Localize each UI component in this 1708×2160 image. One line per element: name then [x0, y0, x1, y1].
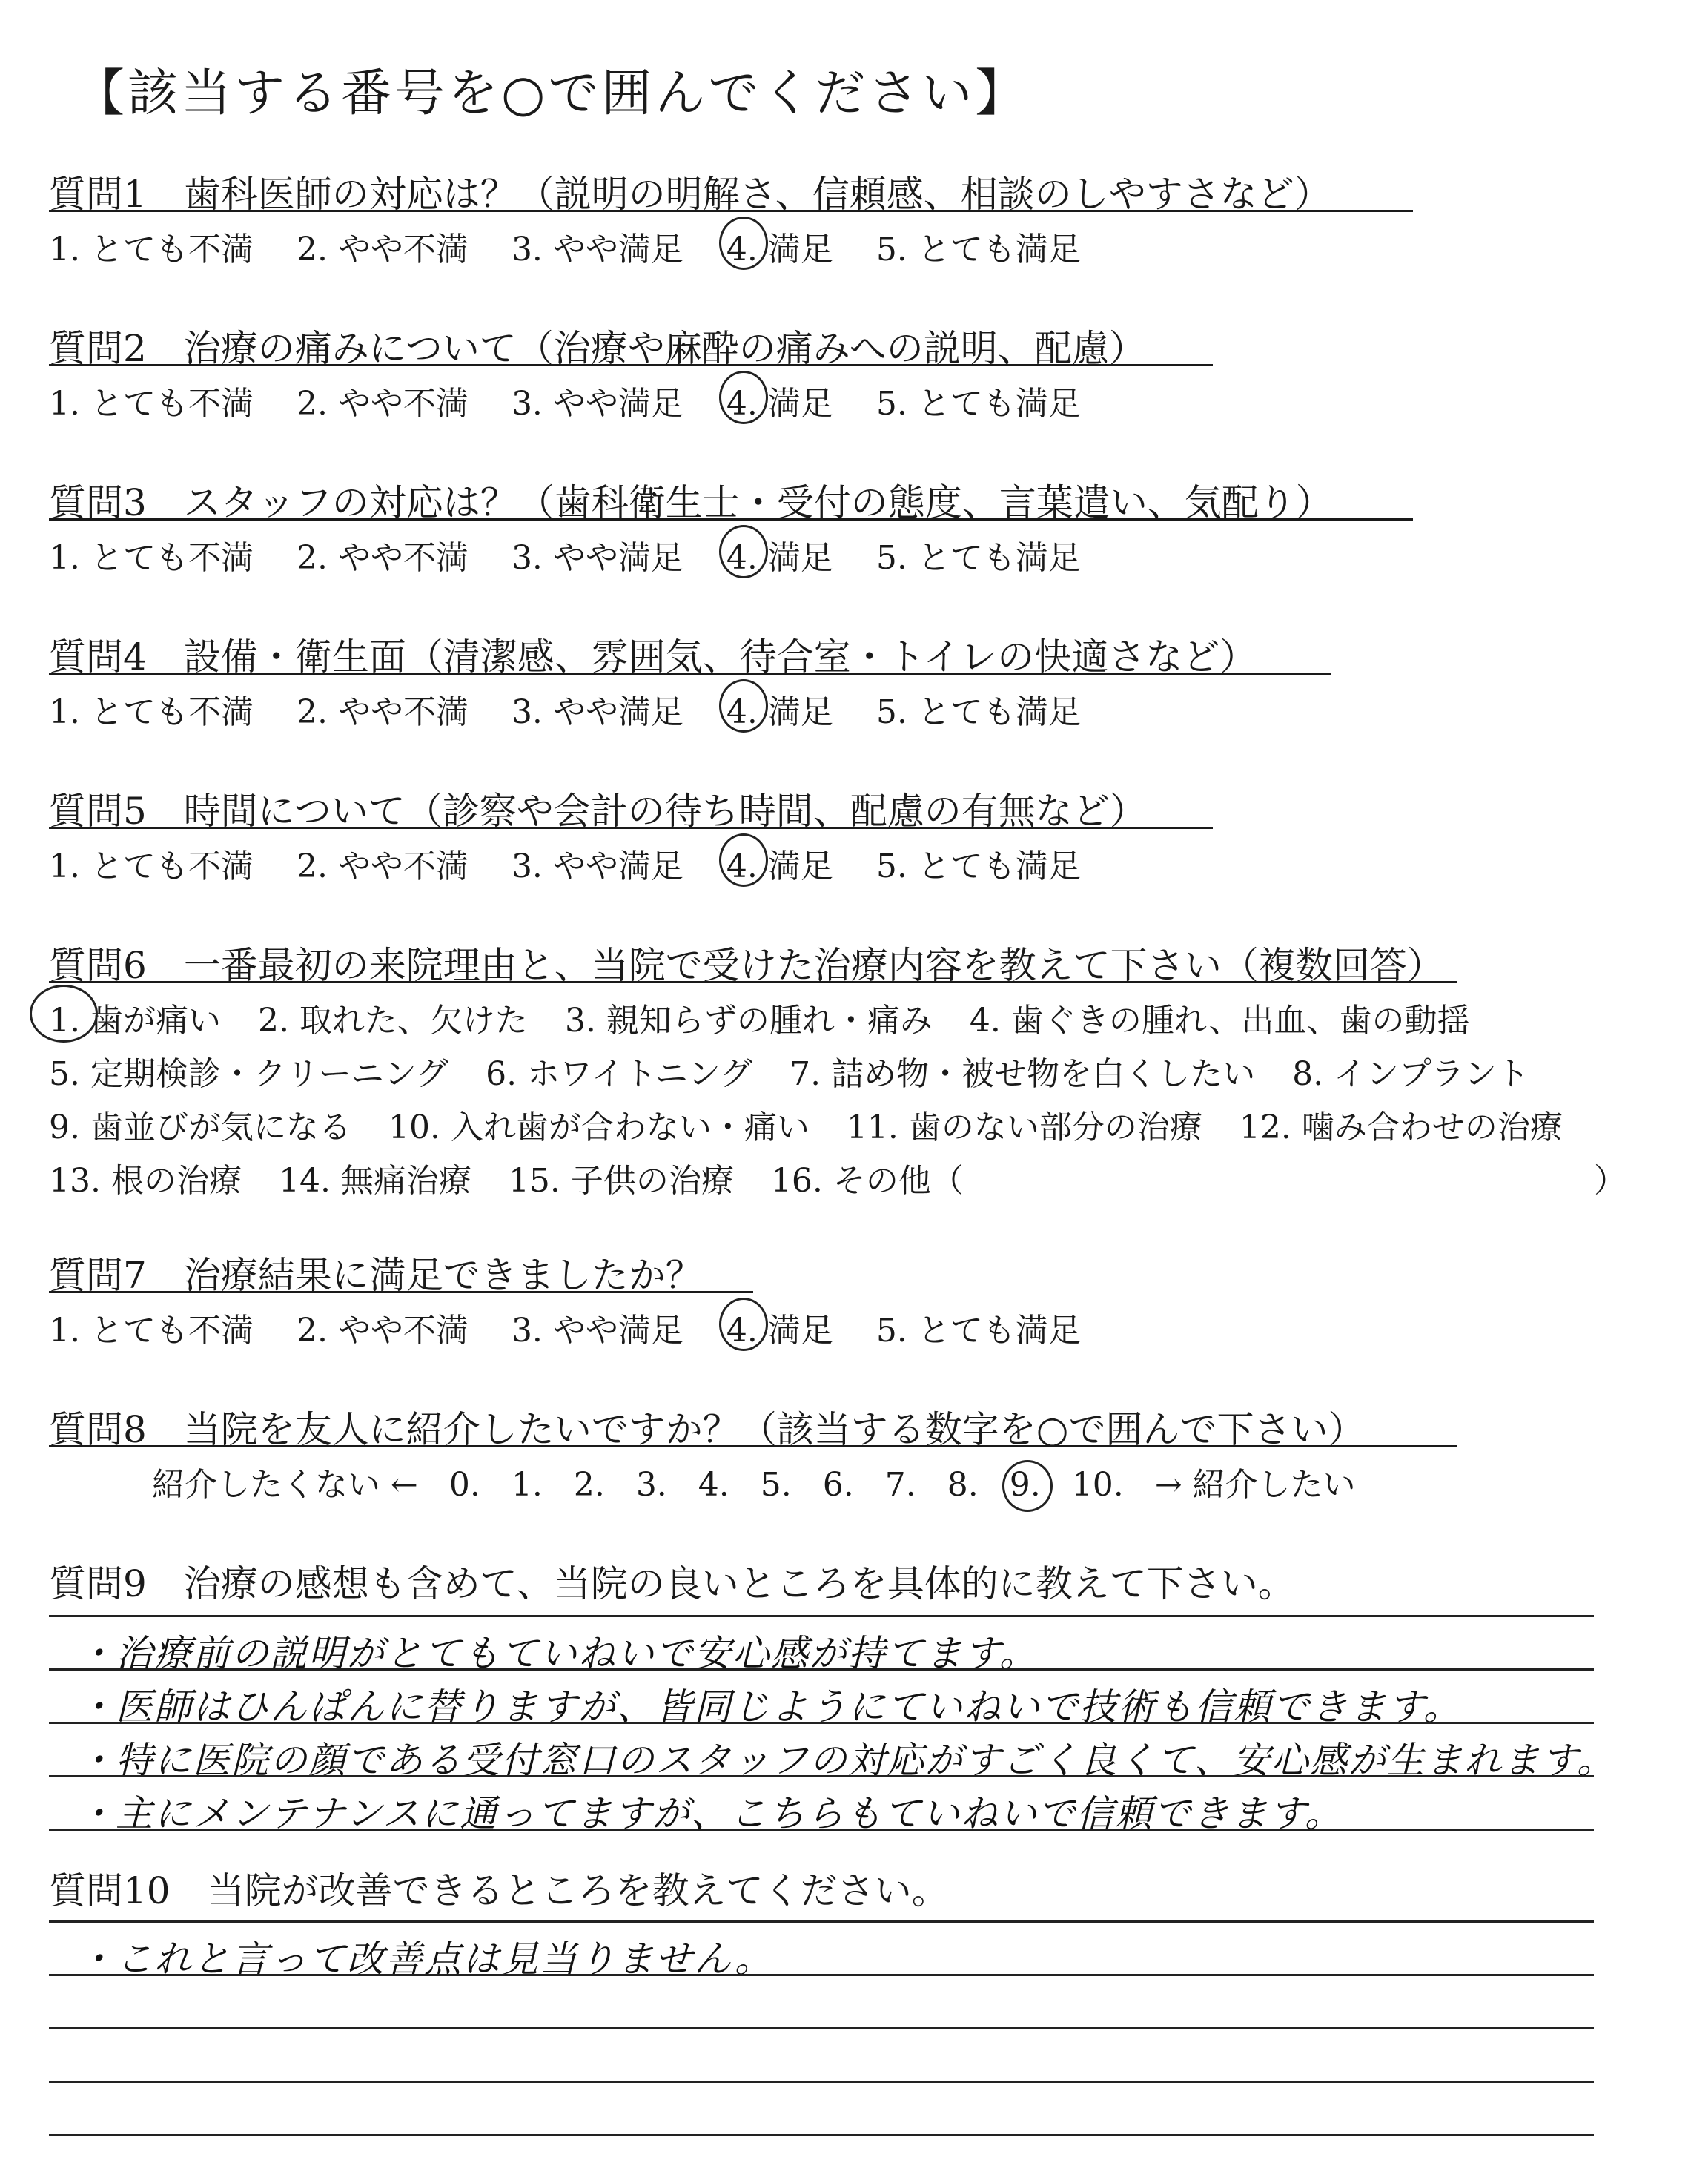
- q7-option-1[interactable]: 1. とても不満: [49, 1312, 254, 1350]
- question-8: 質問8 当院を友人に紹介したいですか？（該当する数字を○で囲んで下さい）: [49, 1408, 1366, 1451]
- question-4: 質問4 設備・衛生面（清潔感、雰囲気、待合室・トイレの快適さなど）: [49, 635, 1257, 678]
- question-3-options: [49, 531, 1124, 578]
- q6-option-14[interactable]: 14. 無痛治療: [278, 1162, 471, 1200]
- nps-4[interactable]: 4.: [698, 1466, 729, 1504]
- q5-option-2[interactable]: 2. やや不満: [296, 848, 469, 885]
- question-2: 質問2 治療の痛みについて（治療や麻酔の痛みへの説明、配慮）: [49, 327, 1146, 370]
- question-9: 質問9 治療の感想も含めて、当院の良いところを具体的に教えて下さい。: [49, 1562, 1295, 1605]
- q6-option-10[interactable]: 10. 入れ歯が合わない・痛い: [388, 1109, 810, 1146]
- nps-7[interactable]: 7.: [884, 1466, 916, 1504]
- q6-option-5[interactable]: 5. 定期検診・クリーニング: [49, 1055, 449, 1093]
- question-3-underline: [49, 518, 1413, 521]
- nps-3[interactable]: 3.: [635, 1466, 667, 1504]
- q4-option-4[interactable]: 4. 満足: [726, 685, 833, 733]
- q5-option-4[interactable]: 4. 満足: [726, 839, 833, 887]
- q10-rule-4: [49, 2081, 1594, 2083]
- q10-rule-5: [49, 2134, 1594, 2136]
- q6-option-6[interactable]: 6. ホワイトニング: [486, 1055, 753, 1093]
- question-10: 質問10 当院が改善できるところを教えてください。: [49, 1869, 949, 1912]
- nps-9[interactable]: 9.: [1009, 1466, 1041, 1504]
- question-7-options: [49, 1304, 1124, 1351]
- q3-option-4[interactable]: 4. 満足: [726, 531, 833, 578]
- q1-option-2[interactable]: 2. やや不満: [296, 231, 469, 268]
- q6-option-11[interactable]: 11. 歯のない部分の治療: [846, 1109, 1202, 1146]
- q2-option-2[interactable]: 2. やや不満: [296, 385, 469, 423]
- question-8-scale: [152, 1458, 1387, 1505]
- question-6: 質問6 一番最初の来院理由と、当院で受けた治療内容を教えて下さい（複数回答）: [49, 944, 1444, 987]
- question-3: 質問3 スタッフの対応は？（歯科衛生士・受付の態度、言葉遣い、気配り）: [49, 481, 1333, 524]
- q4-option-5[interactable]: 5. とても満足: [875, 693, 1081, 731]
- question-1-options: [49, 222, 1124, 270]
- q9-answer-4: ・主にメンテナンスに通ってますが、こちらもていねいで信頼できます。: [77, 1792, 1343, 1835]
- q6-option-2[interactable]: 2. 取れた、欠けた: [257, 1002, 528, 1040]
- question-6-options-row-3: [49, 1100, 1600, 1148]
- question-1: 質問1 歯科医師の対応は？（説明の明解さ、信頼感、相談のしやすさなど）: [49, 173, 1331, 216]
- q10-rule-3: [49, 2027, 1594, 2029]
- q1-option-3[interactable]: 3. やや満足: [511, 231, 683, 268]
- q6-option-13[interactable]: 13. 根の治療: [49, 1162, 242, 1200]
- nps-5[interactable]: 5.: [760, 1466, 792, 1504]
- q7-option-3[interactable]: 3. やや満足: [511, 1312, 683, 1350]
- q4-option-3[interactable]: 3. やや満足: [511, 693, 683, 731]
- q1-option-5[interactable]: 5. とても満足: [875, 231, 1081, 268]
- q5-option-3[interactable]: 3. やや満足: [511, 848, 683, 885]
- question-5: 質問5 時間について（診察や会計の待ち時間、配慮の有無など）: [49, 790, 1147, 833]
- question-6-underline: [49, 981, 1457, 983]
- nps-right-label: → 紹介したい: [1154, 1466, 1356, 1504]
- q6-option-9[interactable]: 9. 歯並びが気になる: [49, 1109, 351, 1146]
- q6-option-3[interactable]: 3. 親知らずの腫れ・痛み: [564, 1002, 933, 1040]
- q6-option-1[interactable]: 1. 歯が痛い: [49, 994, 221, 1041]
- question-2-underline: [49, 364, 1213, 366]
- q6-option-16[interactable]: 16. その他（: [770, 1162, 964, 1200]
- question-6-options-row-4: [49, 1154, 1001, 1201]
- q6-option-7[interactable]: 7. 詰め物・被せ物を白くしたい: [790, 1055, 1256, 1093]
- q5-option-5[interactable]: 5. とても満足: [875, 848, 1081, 885]
- q3-option-1[interactable]: 1. とても不満: [49, 539, 254, 577]
- nps-6[interactable]: 6.: [822, 1466, 854, 1504]
- question-8-underline: [49, 1445, 1457, 1447]
- q6-option-15[interactable]: 15. 子供の治療: [508, 1162, 734, 1200]
- question-5-underline: [49, 827, 1213, 829]
- question-4-options: [49, 685, 1124, 733]
- question-1-underline: [49, 210, 1413, 212]
- q2-option-1[interactable]: 1. とても不満: [49, 385, 254, 423]
- question-4-underline: [49, 673, 1331, 675]
- q9-rule-4: [49, 1775, 1594, 1777]
- nps-1[interactable]: 1.: [511, 1466, 543, 1504]
- nps-8[interactable]: 8.: [947, 1466, 979, 1504]
- q9-rule-1: [49, 1615, 1594, 1617]
- nps-left-label: 紹介したくない ←: [152, 1466, 418, 1504]
- q1-option-1[interactable]: 1. とても不満: [49, 231, 254, 268]
- q2-option-4[interactable]: 4. 満足: [726, 377, 833, 424]
- nps-0[interactable]: 0.: [448, 1466, 480, 1504]
- q9-rule-3: [49, 1722, 1594, 1724]
- question-6-options-row-2: [49, 1047, 1566, 1094]
- q7-option-5[interactable]: 5. とても満足: [875, 1312, 1081, 1350]
- q10-rule-2: [49, 1974, 1594, 1976]
- question-7: 質問7 治療結果に満足できましたか？: [49, 1254, 703, 1297]
- q9-answer-1: ・治療前の説明がとてもていねいで安心感が持てます。: [77, 1632, 1038, 1675]
- q7-option-2[interactable]: 2. やや不満: [296, 1312, 469, 1350]
- q10-rule-1: [49, 1920, 1594, 1923]
- q1-option-4[interactable]: 4. 満足: [726, 222, 833, 270]
- page-title: 【該当する番号を○で囲んでください】: [74, 65, 1029, 123]
- q7-option-4[interactable]: 4. 満足: [726, 1304, 833, 1351]
- q6-option-8[interactable]: 8. インプラント: [1292, 1055, 1530, 1093]
- q3-option-5[interactable]: 5. とても満足: [875, 539, 1081, 577]
- q3-option-2[interactable]: 2. やや不満: [296, 539, 469, 577]
- q5-option-1[interactable]: 1. とても不満: [49, 848, 254, 885]
- q9-answer-3: ・特に医院の顔である受付窓口のスタッフの対応がすごく良くて、安心感が生まれます。: [77, 1739, 1615, 1782]
- question-6-options-row-1: [49, 994, 1507, 1041]
- question-5-options: [49, 839, 1124, 887]
- q3-option-3[interactable]: 3. やや満足: [511, 539, 683, 577]
- nps-10[interactable]: 10.: [1071, 1466, 1124, 1504]
- question-7-underline: [49, 1291, 753, 1293]
- q4-option-1[interactable]: 1. とても不満: [49, 693, 254, 731]
- q6-other-close-paren: ）: [1594, 1162, 1626, 1200]
- q9-rule-2: [49, 1668, 1594, 1671]
- q10-answer-1: ・これと言って改善点は見当りません。: [77, 1938, 773, 1981]
- q9-rule-5: [49, 1829, 1594, 1831]
- nps-2[interactable]: 2.: [573, 1466, 605, 1504]
- q4-option-2[interactable]: 2. やや不満: [296, 693, 469, 731]
- q9-answer-2: ・医師はひんぱんに替りますが、皆同じようにていねいで技術も信頼できます。: [77, 1685, 1462, 1728]
- q6-option-4[interactable]: 4. 歯ぐきの腫れ、出血、歯の動揺: [969, 1002, 1470, 1040]
- question-2-options: [49, 377, 1124, 424]
- q2-option-3[interactable]: 3. やや満足: [511, 385, 683, 423]
- q2-option-5[interactable]: 5. とても満足: [875, 385, 1081, 423]
- q6-option-12[interactable]: 12. 噛み合わせの治療: [1239, 1109, 1563, 1146]
